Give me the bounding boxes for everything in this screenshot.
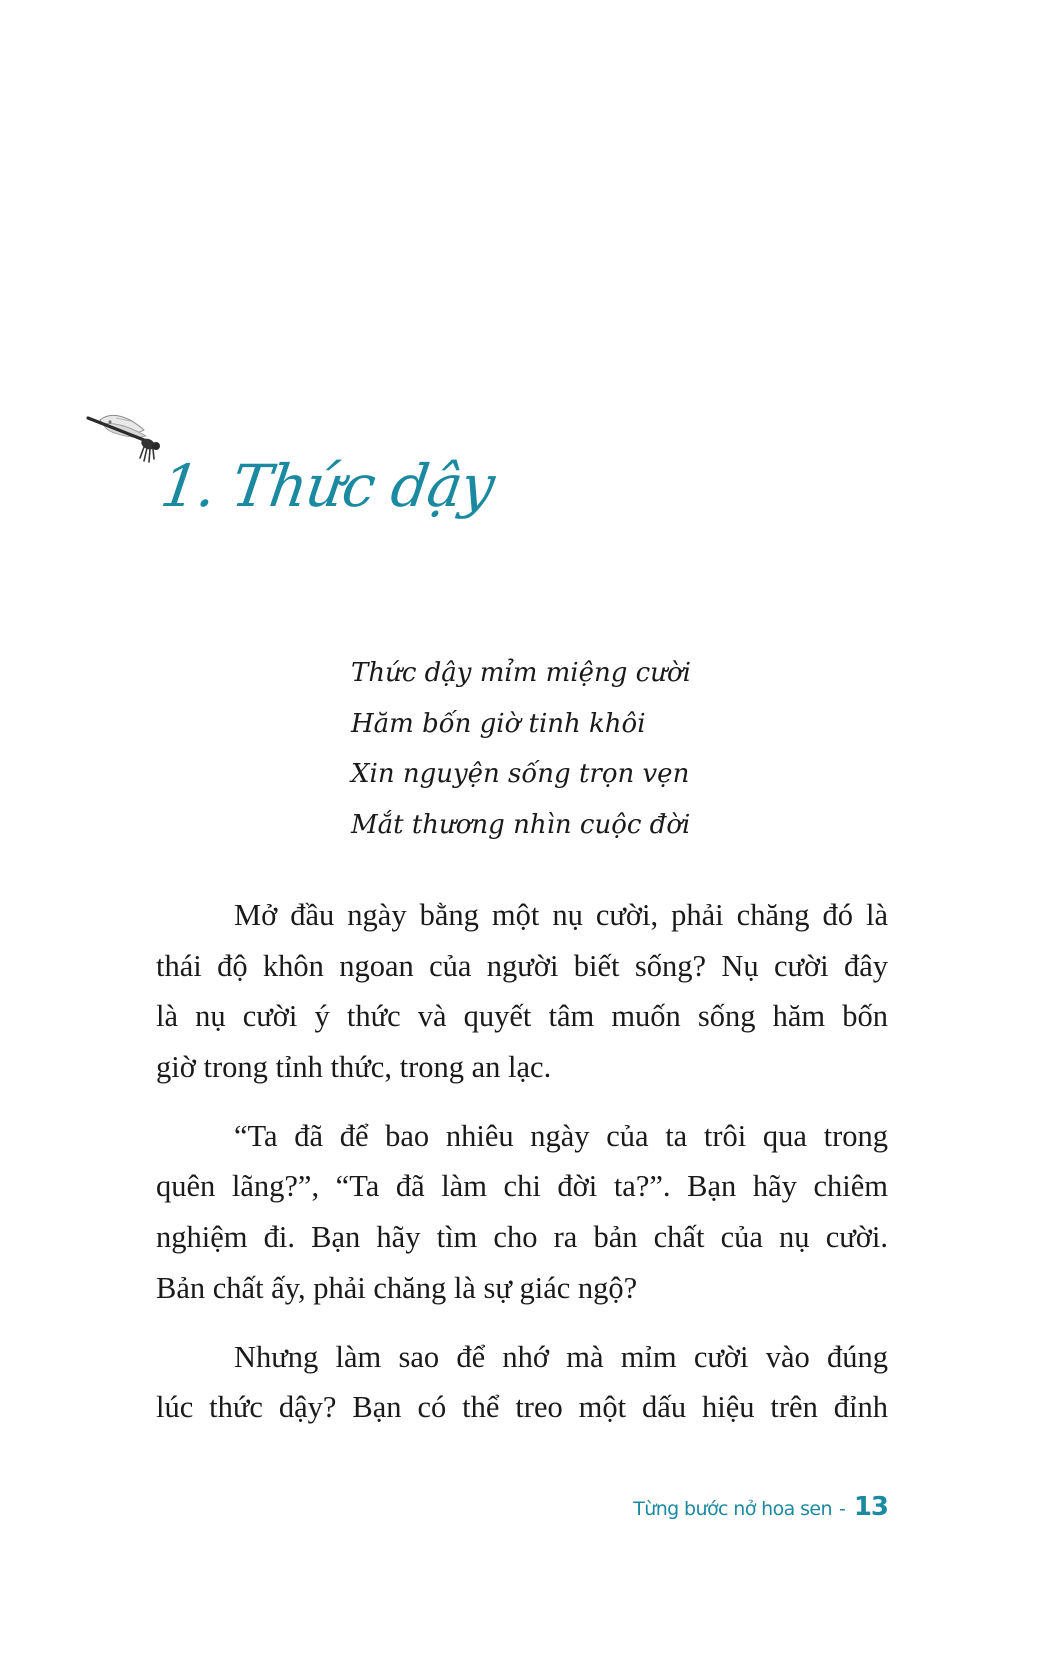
text-line: lúc thức dậy? Bạn có thể treo một dấu hiệu trên đỉnh bbox=[156, 1390, 888, 1425]
poem-line: Hăm bốn giờ tinh khôi bbox=[351, 708, 646, 739]
page-footer bbox=[633, 1492, 888, 1522]
paragraph bbox=[156, 890, 888, 1092]
paragraph bbox=[156, 1111, 888, 1313]
text-line: Bản chất ấy, phải chăng là sự giác ngộ? bbox=[156, 1270, 638, 1305]
poem-line: Mắt thương nhìn cuộc đời bbox=[351, 809, 691, 840]
text-line: Mở đầu ngày bằng một nụ cười, phải chăng đó là bbox=[234, 898, 888, 932]
poem-line: Thức dậy mỉm miệng cười bbox=[351, 658, 691, 688]
chapter-title: 1. Thức dậy bbox=[156, 452, 498, 520]
footer-separator: - bbox=[838, 1498, 846, 1520]
text-line: “Ta đã để bao nhiêu ngày của ta trôi qua trong bbox=[234, 1118, 888, 1153]
text-line: quên lãng?”, “Ta đã làm chi đời ta?”. Bạn hãy chiêm bbox=[156, 1169, 888, 1204]
dragonfly-icon bbox=[86, 408, 166, 474]
text-line: giờ trong tỉnh thức, trong an lạc. bbox=[156, 1049, 552, 1084]
epigraph-poem bbox=[351, 648, 691, 850]
text-line: nghiệm đi. Bạn hãy tìm cho ra bản chất của nụ cười. bbox=[156, 1220, 888, 1255]
text-line: thái độ khôn ngoan của người biết sống? Nụ cười đây bbox=[156, 948, 888, 983]
running-title: Từng bước nở hoa sen bbox=[633, 1498, 832, 1520]
body-text bbox=[156, 890, 888, 1451]
page-number: 13 bbox=[853, 1492, 888, 1522]
paragraph bbox=[156, 1332, 888, 1433]
text-line: là nụ cười ý thức và quyết tâm muốn sống hăm bốn bbox=[156, 999, 888, 1034]
poem-line: Xin nguyện sống trọn vẹn bbox=[351, 759, 690, 789]
text-line: Nhưng làm sao để nhớ mà mỉm cười vào đúng bbox=[234, 1339, 888, 1374]
